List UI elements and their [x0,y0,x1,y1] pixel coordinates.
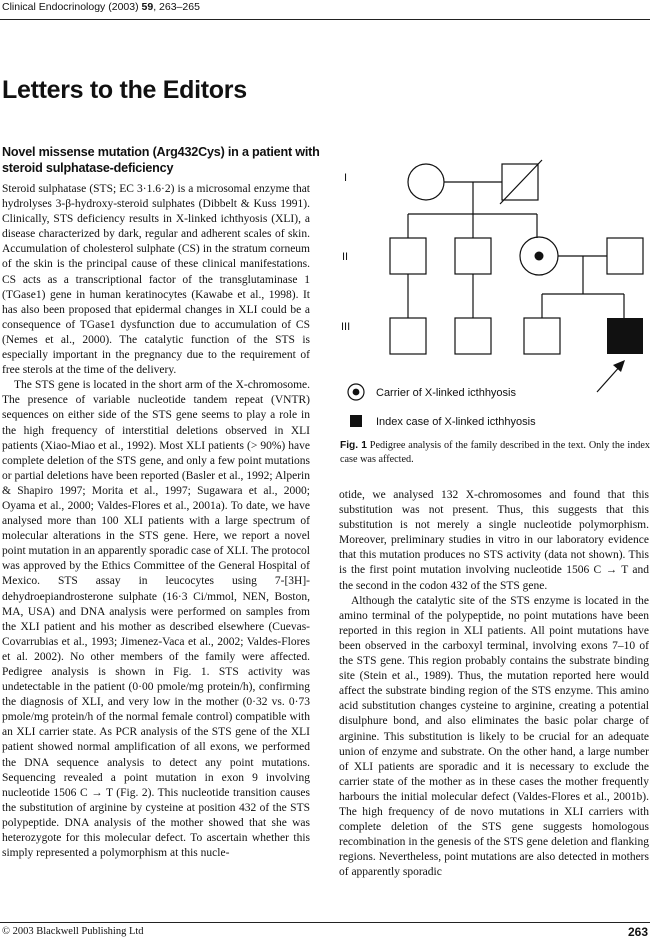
gen3-male-1 [390,318,426,354]
page-number: 263 [627,925,648,939]
deceased-slash [500,160,542,204]
gen2-male-1 [390,238,426,274]
legend-index-symbol [350,415,362,427]
journal-year: (2003) [108,1,139,13]
paragraph-methods: The STS gene is located in the short arm of the X-chromosome. The presence of variable nucleotide tandem repeat (VNTR) sequences on either side of the STS gene seems to play a role in the high frequency of interstitial deletions observed in XLI patients (Xiao-Miao et al., 1992). Most XLI patients (> 90%) have complete deletion of the STS gene, and only a few point mutations or partial deletions have been reported (Basler et al., 1992; Alperin & Shapiro 1997; Morita et al., 1997; Sugawara et al., 2000; Oyama et al., 2000; Valdes-Flores et al., 2001a). To date, we have analysed more than 100 XLI patients with a large spectrum of molecular alterations in the STS gene. Here, we report a novel point mutation in an apparently sporadic case of XLI. The protocol was approved by the Ethics Committee of the General Hospital of Mexico. STS assay in leucocytes using 7-[3H]-dehydroepiandrosterone sulphate (16·3 Ci/mmol, NEN, Boston, MA, USA) and DNA analysis were performed on samples from the XLI patient and his mother as described elsewhere (Cuevas-Covarrubias et al., 1993; Jimenez-Vaca et al., 2002; Valdes-Flores et al. 2002). No other members of the family were affected. Pedigree analysis is shown in Fig. 1. STS activity was undetectable in the patient (0·00 pmole/mg protein/h), confirming the diagnosis of XLI, and very low in the mother (0·32 vs. 0·73 pmole/mg protein/h of the normal female control) compatible with an XLI carrier state. As PCR analysis of the STS gene of the XLI patient showed normal amplification of all exons, we performed the DNA sequence analysis to detect any point mutations. Sequencing revealed a point mutation in exon 9 involving nucleotide 1506 C → T (Fig. 2). This nucleotide transition causes the substitution of arginine by cysteine at position 432 of the STS polypeptide. DNA analysis of the mother showed that she was heterozygote for this molecular defect. To ascertain whether this simply represented a polymorphism at this nucle- [2,379,310,860]
header-rule [0,19,650,20]
gen3-male-2 [455,318,491,354]
legend-index-label: Index case of X-linked icthhyosis [376,416,536,428]
pedigree-figure [336,158,650,458]
running-head [2,1,200,13]
copyright-line: © 2003 Blackwell Publishing Ltd [2,926,144,937]
paragraph-results-cont: otide, we analysed 132 X-chromosomes and found that this substitution was not present. Thus, this suggests that this substitution is not merely a single nucleotide polymorphism. Moreover, preliminary studies in vitro in our laboratory evidence that this mutation produces no STS activity (data not shown). This is the first point mutation involving nucleotide 1506 C → T and the second in the codon 432 of the STS gene. [339,489,649,592]
section-title: Letters to the Editors [2,76,247,104]
journal-pages: , 263–265 [153,1,200,13]
gen3-male-3 [524,318,560,354]
footer-rule [0,922,650,923]
journal-volume: 59 [141,1,154,13]
gen3-index-case [607,318,643,354]
gen1-female [408,164,444,200]
generation-label-3: III [341,321,351,333]
carrier-dot [535,252,544,261]
figure-caption [340,439,650,466]
gen2-spouse-male [607,238,643,274]
article-title: Novel missense mutation (Arg432Cys) in a patient with steroid sulphatase-deficiency [2,145,320,175]
paragraph-discussion: Although the catalytic site of the STS enzyme is located in the amino terminal of the polypeptide, no point mutations have been reported in this region in XLI patients. All point mutations have been observed in the carboxyl terminal, involving exons 7–10 of the STS gene. This region probably contains the substrate binding site (Stein et al., 1989). Thus, the mutation reported here would affect the substrate binding region of the STS enzyme. This amino acid substitution changes cysteine to arginine, creating a potential disulphure bond, and also eliminates the basic polar charge of arginine. This substitution is likely to be crucial for an adequate union of enzyme and substrate. On the other hand, a large number of XLI patients are sporadic and it is necessary to exclude the carrier state of the mother as in these cases the mother frequently harbours the initial molecular defect (Valdes-Flores et al., 2001b). The high frequency of de novo mutations in XLI carriers with complete deletion of the STS gene suggests homologous recombination in the genesis of the STS gene deletion and flanking regions. Nevertheless, point mutations are also detected in mothers of apparently sporadic [339,594,649,879]
right-column [339,488,649,880]
gen2-male-2 [455,238,491,274]
caption-text: Pedigree analysis of the family described in the text. Only the index case was affected. [340,440,650,465]
legend-carrier-label: Carrier of X-linked icthhyosis [376,387,516,399]
legend-carrier-dot [353,389,360,396]
proband-arrow-icon [613,360,625,372]
generation-label-2: II [342,251,349,263]
journal-name: Clinical Endocrinology [2,1,106,13]
left-column [2,182,310,861]
generation-label-1: I [344,172,348,184]
caption-label: Fig. 1 [340,440,367,451]
paragraph-intro: Steroid sulphatase (STS; EC 3·1.6·2) is a microsomal enzyme that hydrolyses 3-β-hydroxy-steroid sulphates (Dibbelt & Kuss 1991). Clinically, STS deficiency results in X-linked ichthyosis (XLI), a disease characterized by dark, regular and adherent scales of skin. Accumulation of cholesterol sulphate (CS) in the stratum corneum of the skin is the principal cause of these clinical manifestations. CS acts as a transcriptional factor of the transglutaminase 1 (TGase1) gene in human keratinocytes (Kawabe et al., 1998). It has also been proposed that epidermal changes in XLI could be a consequence of TGase1 dysfunction due to accumulation of CS (Nemes et al., 2000). The catalytic function of the STS is especially important in the pregnancy due to the requirement of free sterols at the time of the delivery. [2,183,310,377]
